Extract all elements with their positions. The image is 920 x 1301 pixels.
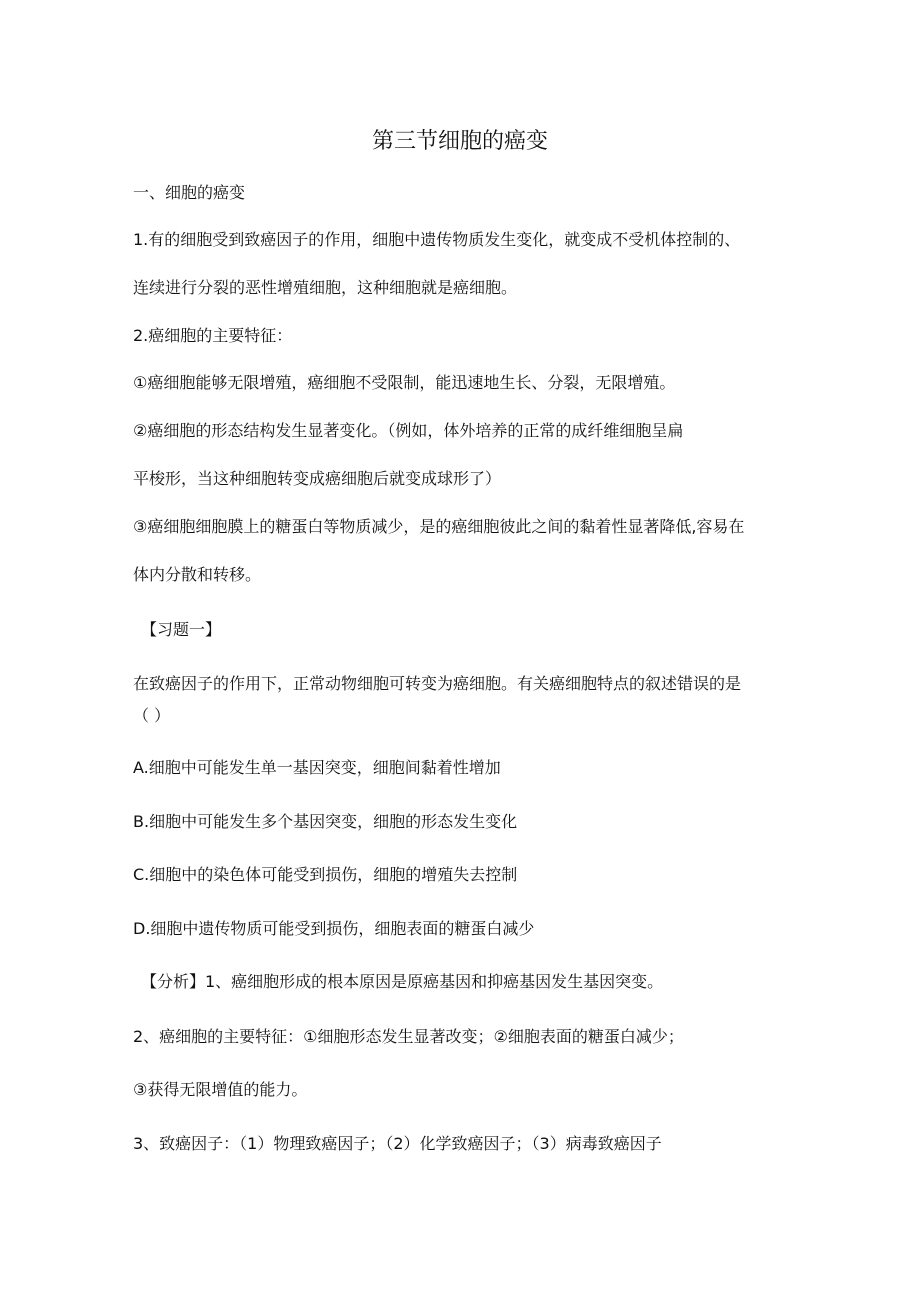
question-line-2: （ ） <box>133 706 171 725</box>
question-line-1: 在致癌因子的作用下，正常动物细胞可转变为癌细胞。有关癌细胞特点的叙述错误的是 <box>133 674 742 693</box>
features-heading: 2.癌细胞的主要特征： <box>133 326 293 345</box>
analysis-line-2: 2、癌细胞的主要特征：①细胞形态发生显著改变；②细胞表面的糖蛋白减少； <box>133 1027 684 1046</box>
exercise-label: 【习题一】 <box>141 620 222 639</box>
feature-3-line-1: ③癌细胞细胞膜上的糖蛋白等物质减少，是的癌细胞彼此之间的黏着性显著降低,容易在 <box>133 517 745 536</box>
paragraph-1-line-2: 连续进行分裂的恶性增殖细胞，这种细胞就是癌细胞。 <box>133 278 518 297</box>
page-title: 第三节细胞的癌变 <box>371 129 548 154</box>
feature-1: ①癌细胞能够无限增殖，癌细胞不受限制，能迅速地生长、分裂，无限增殖。 <box>133 373 676 392</box>
section-heading: 一、细胞的癌变 <box>133 183 246 202</box>
analysis-line-3: ③获得无限增值的能力。 <box>133 1080 308 1099</box>
option-d: D.细胞中遗传物质可能受到损伤，细胞表面的糖蛋白减少 <box>133 919 535 938</box>
analysis-line-1: 【分析】1、癌细胞形成的根本原因是原癌基因和抑癌基因发生基因突变。 <box>141 972 664 991</box>
analysis-line-4: 3、致癌因子：（1）物理致癌因子；（2）化学致癌因子；（3）病毒致癌因子 <box>133 1134 662 1153</box>
paragraph-1-line-1: 1.有的细胞受到致癌因子的作用，细胞中遗传物质发生变化，就变成不受机体控制的、 <box>133 230 741 249</box>
option-b: B.细胞中可能发生多个基因突变，细胞的形态发生变化 <box>133 812 518 831</box>
feature-3-line-2: 体内分散和转移。 <box>133 565 262 584</box>
option-a: A.细胞中可能发生单一基因突变，细胞间黏着性增加 <box>133 758 501 777</box>
option-c: C.细胞中的染色体可能受到损伤，细胞的增殖失去控制 <box>133 865 518 884</box>
feature-2-line-2: 平梭形，当这种细胞转变成癌细胞后就变成球形了） <box>133 469 502 488</box>
feature-2-line-1: ②癌细胞的形态结构发生显著变化。（例如，体外培养的正常的成纤维细胞呈扁 <box>133 421 684 440</box>
